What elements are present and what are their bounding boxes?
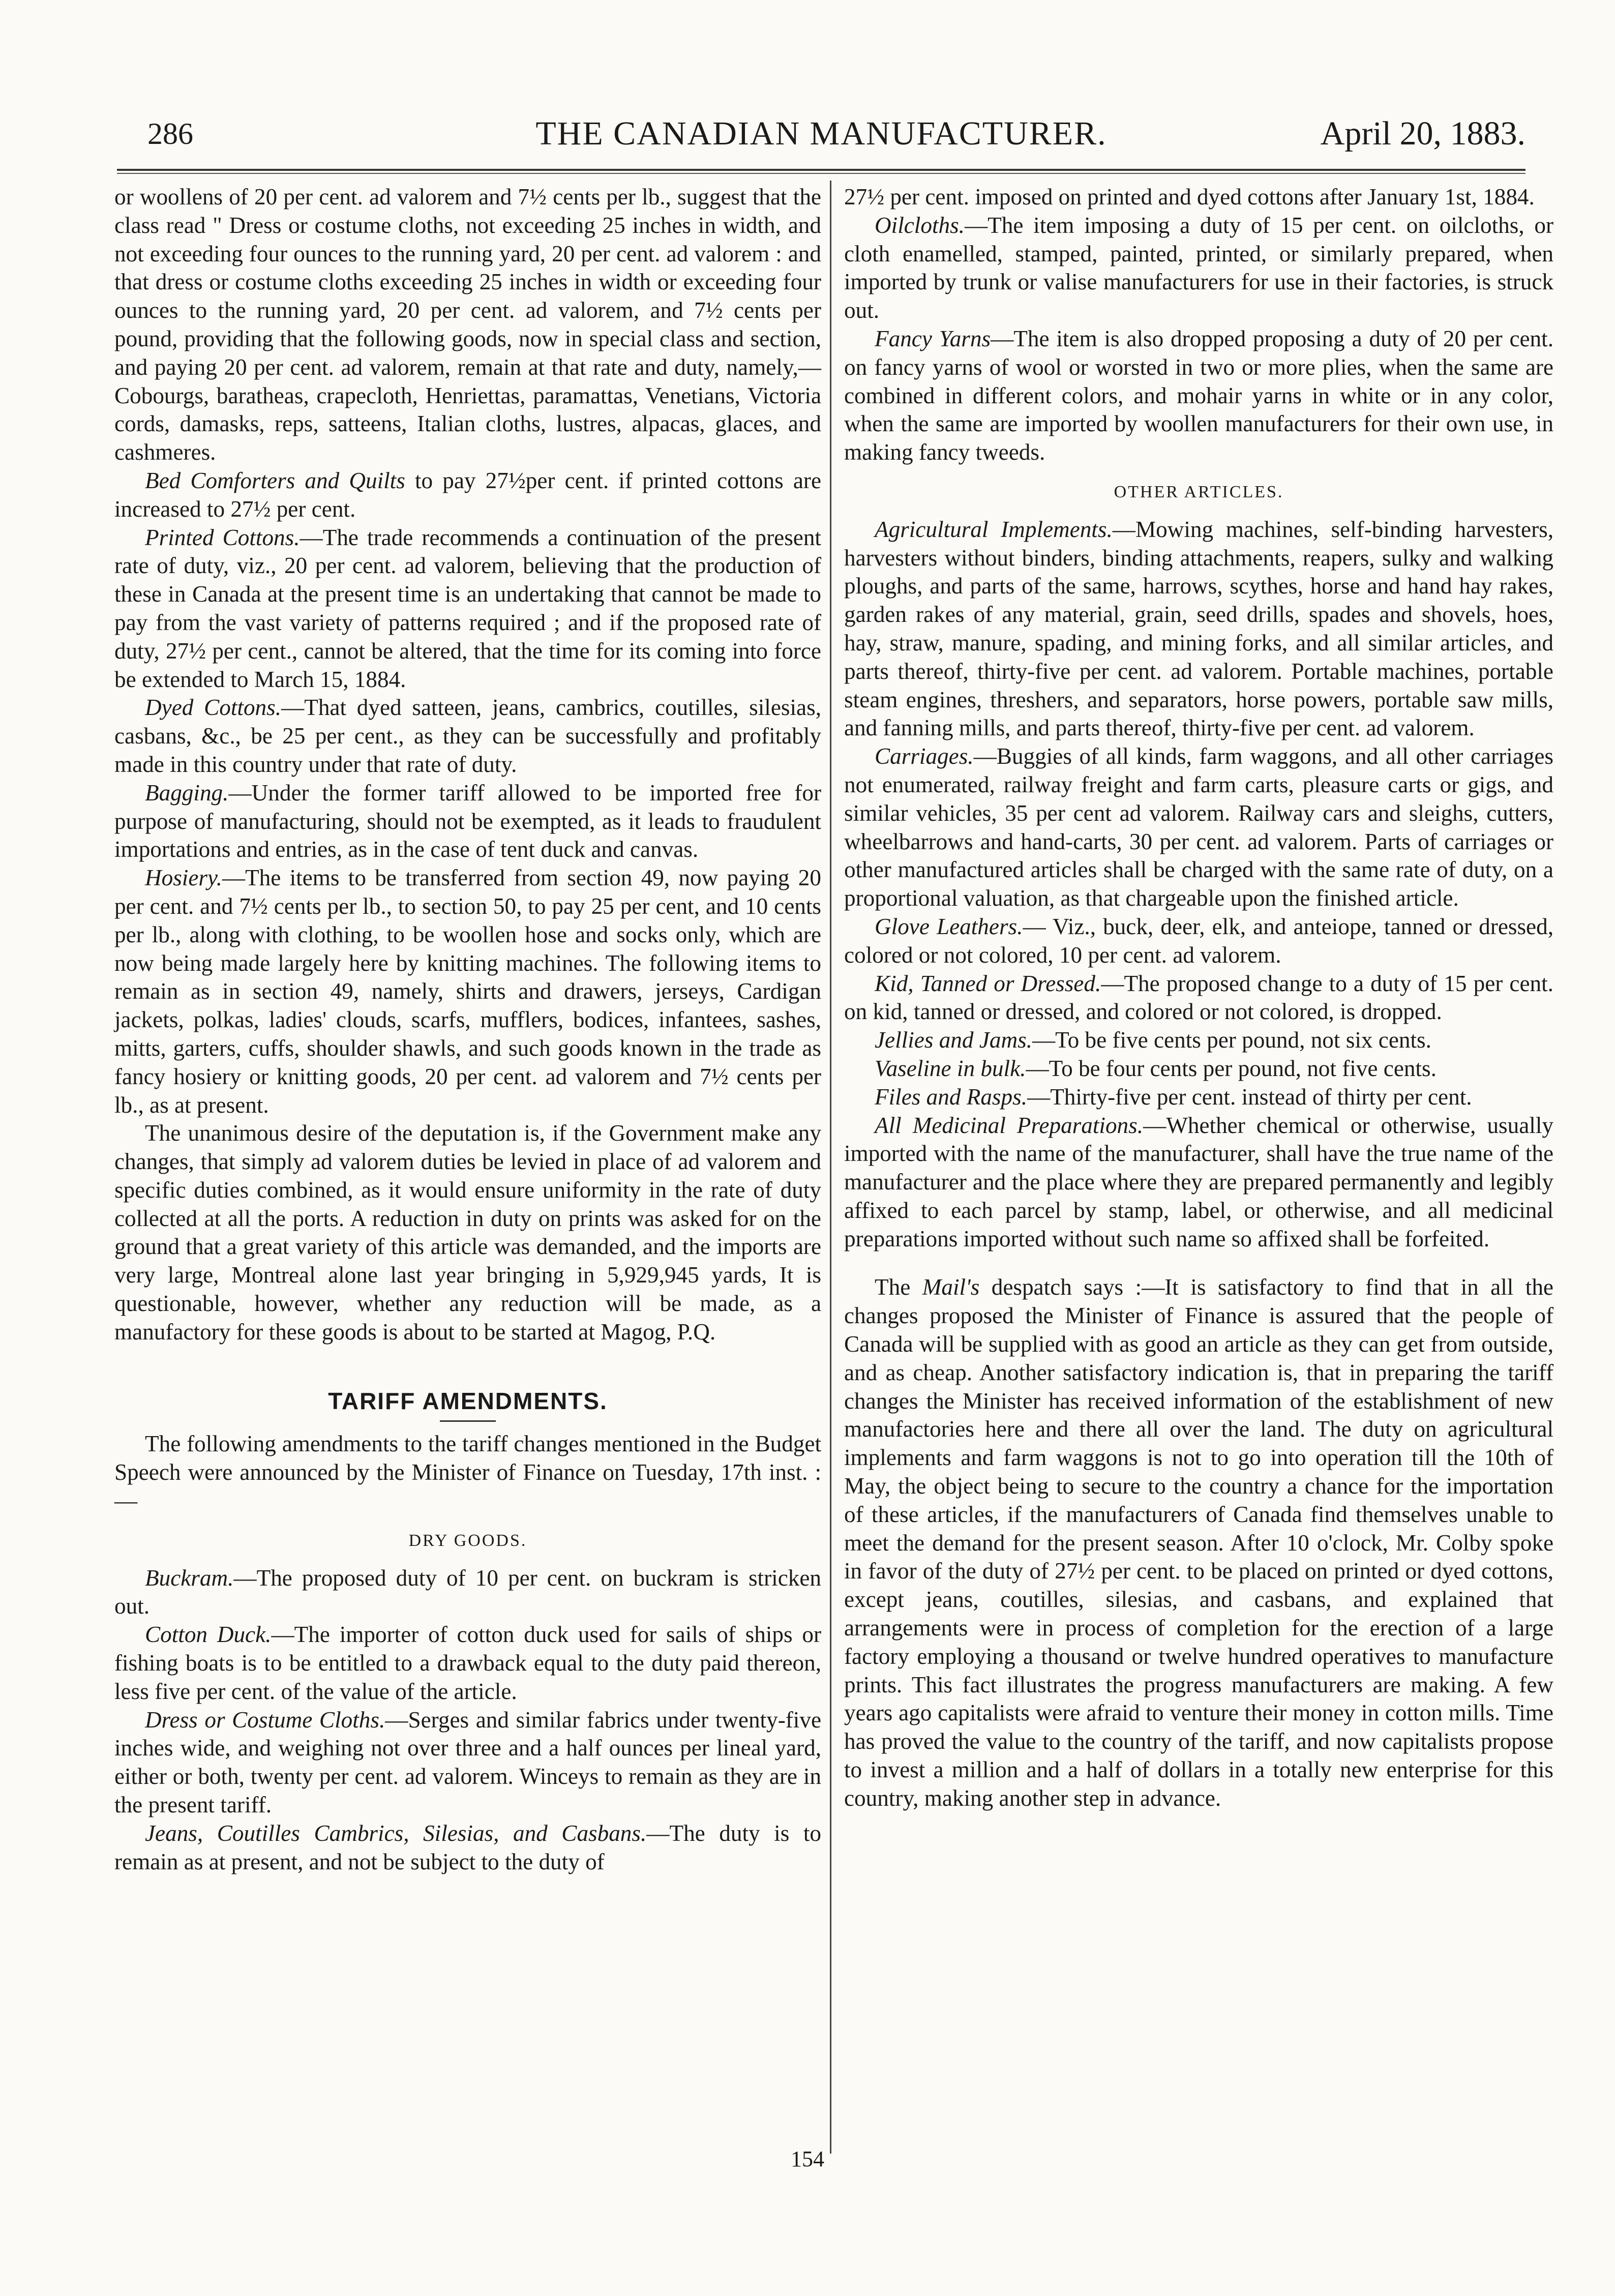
term-vaseline: Vaseline in bulk. [875, 1055, 1026, 1081]
term-buckram: Buckram. [145, 1565, 234, 1591]
term-carriages: Carriages. [875, 743, 974, 769]
term-bagging: Bagging. [145, 780, 229, 806]
term-cotton-duck: Cotton Duck. [145, 1622, 272, 1648]
paragraph-buckram: Buckram.—The proposed duty of 10 per cent. on buckram is stricken out. [114, 1565, 821, 1619]
section-title-tariff-amendments: TARIFF AMENDMENTS. [328, 1387, 608, 1414]
paragraph-unanimous-desire: The unanimous desire of the deputation is, if the Government make any changes, that simply ad valorem duties be levied in place of ad valorem and specific duties combined, as it would ensure uniformity in the rate of duty collected at all the ports. A reduction in duty on prints was asked for on the ground that a great variety of this article was demanded, and the imports are very large, Montreal alone last year bringing in 5,929,945 yards, It is questionable, however, whether any reduction will be made, as a manufactory for these goods is about to be started at Magog, P.Q. [114, 1120, 821, 1345]
paragraph-mail-despatch: The Mail's despatch says :—It is satisfactory to find that in all the changes proposed the Minister of Finance is assured that the people of Canada will be supplied with as good an article as they can get from outside, and as cheap. Another satisfactory indication is, that in preparing the tariff changes the Minister has received information of the establishment of new manufactories here and there all over the land. The duty on agricultural implements and farm waggons is not to go into operation till the 10th of May, the object being to secure to the country a chance for the importation of these articles, if the manufacturers of Canada find themselves unable to meet the demand for the present season. After 10 o'clock, Mr. Colby spoke in favor of the duty of 27½ per cent. to be placed on printed or dyed cottons, except jeans, coutilles, silesias, and casbans, and explained that arrangements were in process of completion for the erection of a large factory employing a thousand or twelve hundred operatives to manufacture prints. This fact illustrates the progress manufacturers are making. A few years ago capitalists were afraid to venture their money in cotton mills. Time has proved the value to the country of the tariff, and now capitalists propose to invest a million and a half of dollars in a totally new enterprise for this country, making another step in advance. [844, 1274, 1553, 1811]
term-oilcloths: Oilcloths. [875, 212, 965, 238]
paragraph-cotton-duck: Cotton Duck.—The importer of cotton duck used for sails of ships or fishing boats is to be entitled to a drawback equal to the duty paid thereon, less five per cent. of the value of the article. [114, 1622, 821, 1704]
paragraph-glove-leathers: Glove Leathers.— Viz., buck, deer, elk, and anteiope, tanned or dressed, colored or not colored, 10 per cent. ad valorem. [844, 913, 1553, 968]
page-header [117, 111, 1526, 157]
footer-page-number: 154 [791, 2146, 824, 2171]
paragraph-dress-cloths: Dress or Costume Cloths.—Serges and similar fabrics under twenty-five inches wide, and weighing not over three and a half ounces per lineal yard, either or both, twenty per cent. ad valorem. Winceys to remain as they are in the present tariff. [114, 1707, 821, 1818]
right-column [844, 183, 1553, 1813]
issue-date: April 20, 1883. [1320, 115, 1526, 152]
term-printed-cottons: Printed Cottons. [145, 524, 300, 550]
term-glove-leathers: Glove Leathers. [875, 913, 1023, 939]
term-jeans: Jeans, Coutilles Cambrics, Silesias, and Casbans. [145, 1820, 647, 1846]
paragraph-agricultural-implements: Agricultural Implements.—Mowing machines, self-binding harvesters, harvesters without binders, binding attachments, reapers, sulky and walking ploughs, and parts of the same, harrows, scythes, horse and hand hay rakes, garden rakes of any material, grain, seed drills, spades and shovels, hoes, hay, straw, manure, spading, and mining forks, and all similar articles, and parts thereof, thirty-five per cent. ad valorem. Portable machines, portable steam engines, threshers, and separators, horse powers, portable saw mills, and fanning mills, and parts thereof, thirty-five per cent. ad valorem. [844, 516, 1554, 741]
section-divider [440, 1420, 496, 1422]
column-divider [830, 181, 831, 2154]
term-bed-comforters: Bed Comforters and Quilts [145, 467, 405, 493]
paragraph-fancy-yarns: Fancy Yarns—The item is also dropped proposing a duty of 20 per cent. on fancy yarns of wool or worsted in two or more plies, when the same are combined in different colors, and mohair yarns in white or in any color, when the same are imported by woollen manufacturers for their own use, in making fancy tweeds. [844, 325, 1553, 465]
term-kid: Kid, Tanned or Dressed. [875, 970, 1101, 996]
subhead-other-articles: OTHER ARTICLES. [1114, 482, 1284, 501]
masthead-title: THE CANADIAN MANUFACTURER. [535, 115, 1107, 152]
paragraph-continued-duty: 27½ per cent. imposed on printed and dyed cottons after January 1st, 1884. [844, 184, 1535, 210]
subhead-dry-goods: DRY GOODS. [408, 1531, 527, 1550]
term-files: Files and Rasps. [875, 1084, 1027, 1110]
left-column [114, 183, 821, 1876]
paragraph-woollens: or woollens of 20 per cent. ad valorem and 7½ cents per lb., suggest that the class read " Dress or costume cloths, not exceeding 25 inches in width, and not exceeding four ounces to the running yard, 20 per cent. ad valorem : and that dress or costume cloths exceeding 25 inches in width or exceeding four ounces to the running yard, 20 per cent. ad valorem, and 7½ cents per pound, providing that the following goods, now in special class and section, and paying 20 per cent. ad valorem, remain at that rate and duty, namely,—Cobourgs, baratheas, crapecloth, Henriettas, paramattas, Venetians, Victoria cords, damasks, reps, satteens, Italian cloths, lustres, alpacas, glaces, and cashmeres. [114, 184, 821, 465]
term-mail: Mail's [922, 1274, 980, 1300]
paragraph-jeans: Jeans, Coutilles Cambrics, Silesias, and Casbans.—The duty is to remain as at present, and not be subject to the duty of [114, 1820, 821, 1874]
term-dress-cloths: Dress or Costume Cloths. [145, 1707, 385, 1733]
term-dyed-cottons: Dyed Cottons. [145, 695, 282, 721]
paragraph-hosiery: Hosiery.—The items to be transferred from section 49, now paying 20 per cent. and 7½ cents per lb., to section 50, to pay 25 per cent, and 10 cents per lb., along with clothing, to be woollen hose and socks only, which are now being made largely here by knitting machines. The following items to remain as in section 49, namely, shirts and drawers, jerseys, Cardigan jackets, polkas, ladies' clouds, scarfs, mufflers, bodices, infantees, sashes, mitts, garters, cuffs, shoulder shawls, and such goods known in the trade as fancy hosiery or knitting goods, 20 per cent. ad valorem and 7½ cents per lb., as at present. [114, 865, 821, 1118]
term-fancy-yarns: Fancy Yarns [875, 325, 991, 351]
term-medicinal: All Medicinal Preparations. [875, 1112, 1144, 1138]
term-hosiery: Hosiery. [145, 865, 222, 891]
page-number: 286 [147, 117, 193, 151]
paragraph-amendments-intro: The following amendments to the tariff changes mentioned in the Budget Speech were announced by the Minister of Finance on Tuesday, 17th inst. :— [114, 1431, 821, 1514]
header-rule-thin [117, 173, 1526, 174]
paragraph-oilcloths: Oilcloths.—The item imposing a duty of 15 per cent. on oilcloths, or cloth enamelled, stamped, painted, printed, or similarly prepared, when imported by trunk or valise manufacturers for use in their factories, is struck out. [844, 212, 1553, 323]
paragraph-vaseline: Vaseline in bulk.—To be four cents per pound, not five cents. [875, 1055, 1437, 1081]
paragraph-files: Files and Rasps.—Thirty-five per cent. instead of thirty per cent. [875, 1084, 1472, 1110]
term-jellies: Jellies and Jams. [875, 1027, 1032, 1053]
paragraph-carriages: Carriages.—Buggies of all kinds, farm waggons, and all other carriages not enumerated, railway freight and farm carts, pleasure carts or gigs, and similar vehicles, 35 per cent ad valorem. Railway cars and sleighs, cutters, wheelbarrows and hand-carts, 30 per cent. ad valorem. Parts of carriages or other manufactured articles shall be charged with the same rate of duty, on a proportional valuation, as that chargeable upon the finished article. [844, 743, 1553, 911]
paragraph-medicinal: All Medicinal Preparations.—Whether chemical or otherwise, usually imported with the name of the manufacturer, shall have the true name of the manufacturer and the place where they are prepared permanently and legibly affixed to each parcel by stamp, label, or otherwise, and all medicinal preparations imported without such name so affixed shall be forfeited. [844, 1112, 1553, 1251]
paragraph-jellies: Jellies and Jams.—To be five cents per pound, not six cents. [875, 1027, 1431, 1053]
paragraph-bagging: Bagging.—Under the former tariff allowed to be imported free for purpose of manufacturing, should not be exempted, as it leads to fraudulent importations and entries, as in the case of tent duck and canvas. [114, 780, 821, 862]
paragraph-kid: Kid, Tanned or Dressed.—The proposed change to a duty of 15 per cent. on kid, tanned or dressed, and colored or not colored, is dropped. [844, 970, 1553, 1025]
term-agricultural-implements: Agricultural Implements. [875, 516, 1113, 542]
header-rule [117, 169, 1526, 171]
paragraph-dyed-cottons: Dyed Cottons.—That dyed satteen, jeans, cambrics, coutilles, silesias, casbans, &c., be 25 per cent., as they can be successfully and profitably made in this country under that rate of duty. [114, 695, 821, 777]
paragraph-printed-cottons: Printed Cottons.—The trade recommends a continuation of the present rate of duty, viz., 20 per cent. ad valorem, believing that the production of these in Canada at the present time is an undertaking that cannot be made to pay from the vast variety of patterns required ; and if the proposed rate of duty, 27½ per cent., cannot be altered, that the time for its coming into force be extended to March 15, 1884. [114, 524, 821, 692]
paragraph-gap [844, 1253, 1553, 1273]
paragraph-bed-comforters: Bed Comforters and Quilts to pay 27½per cent. if printed cottons are increased to 27½ per cent. [114, 467, 822, 522]
